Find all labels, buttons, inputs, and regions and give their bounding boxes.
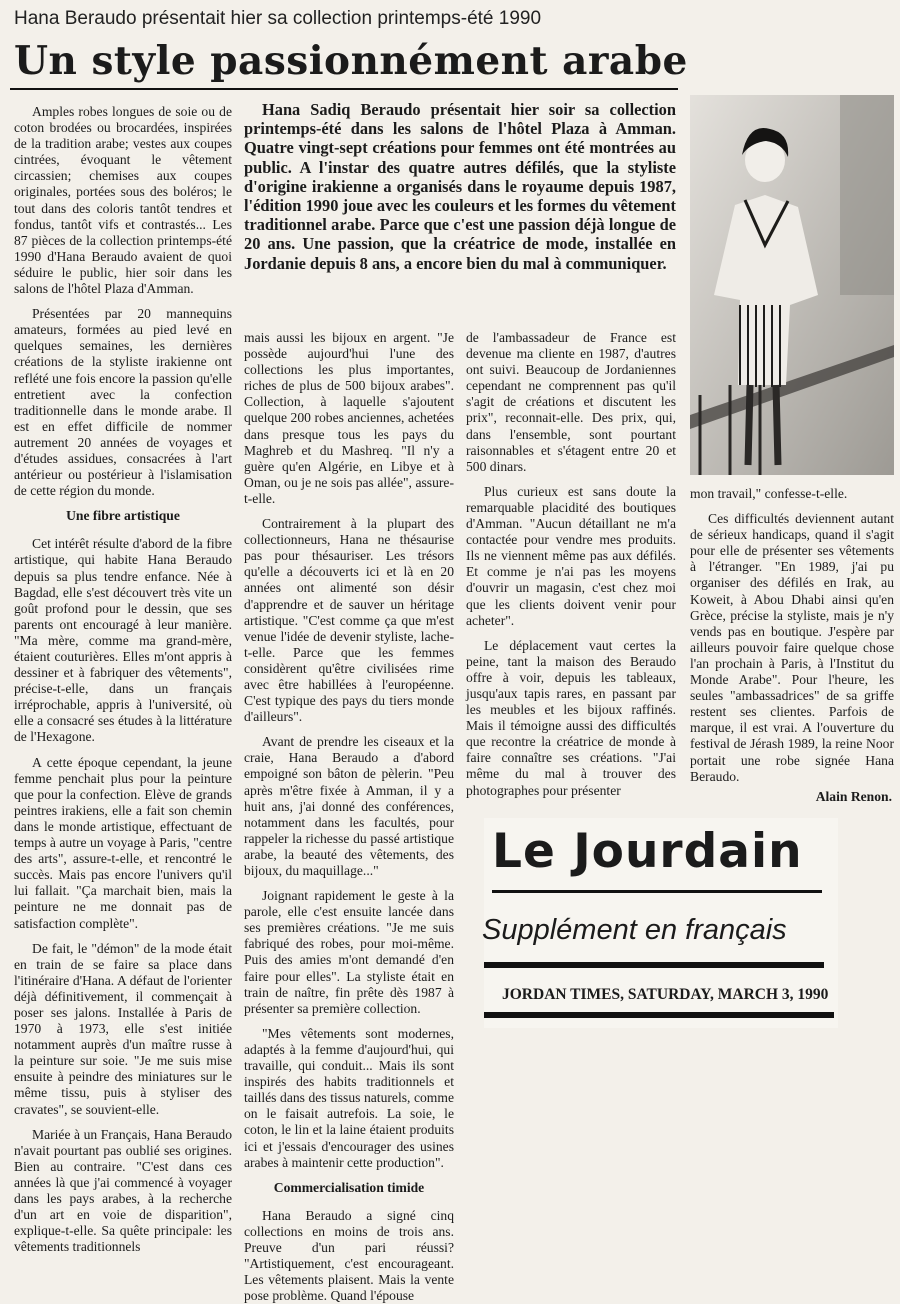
subhead: Une fibre artistique xyxy=(66,508,180,524)
fashion-photo xyxy=(690,95,894,475)
col2-paragraph: "Mes vêtements sont modernes, adaptés à la femme d'aujourd'hui, qui travaille, qui conduit... Mais ils sont inspirés des habits traditionnels et taillés dans des tissus naturels, comme on le faisait autrefois. La soie, le coton, le lin et la laine étaient produits ici et j'essais d'encourager des usines arabes à maintenir cette production". xyxy=(244,1025,454,1170)
masthead-subtitle: Supplément en français xyxy=(482,914,787,946)
subhead: Commercialisation timide xyxy=(273,1179,425,1195)
masthead-rule-bottom xyxy=(484,1012,834,1018)
column-1 xyxy=(14,104,232,1285)
col2-paragraph: Avant de prendre les ciseaux et la craie, Hana Beraudo a d'abord empoigné son bâton de pèlerin. "Peu après m'être fixée à Amman, il y a huit ans, j'ai donné des conférences, notamment dans les facultés, pour rappeler la richesse du passé artistique arabe, la beauté des vêtements, des bijoux, du maquillage..." xyxy=(244,734,454,878)
kicker: Hana Beraudo présentait hier sa collection printemps-été 1990 xyxy=(14,8,542,29)
col1-paragraph: Mariée à un Français, Hana Beraudo n'avait pourtant pas oublié ses origines. Bien au contraire. "C'est dans ces années là que j'ai commencé à voyager dans les pays arabes, à la recherche d'un art en voie de disparition", explique-t-elle. Sa quête principale: les vêtements traditionnels xyxy=(14,1126,232,1255)
lead-paragraph: Hana Sadiq Beraudo présentait hier soir sa collection printemps-été dans les salons de l'hôtel Plaza à Amman. Quatre vingt-sept créations pour femmes ont été montrées au public. A l'instar des quatre autres défilés, que la styliste d'origine irakienne a organisés dans le royaume depuis 1987, l'édition 1990 joue avec les couleurs et les formes du vêtement traditionnel arabe. Parce que c'est une passion déjà longue de 20 ans. Une passion, que la créatrice de mode, installée en Jordanie depuis 8 ans, a encore bien du mal à communiquer. xyxy=(244,100,676,273)
author-credit: Alain Renon. xyxy=(815,789,892,804)
col1-paragraph: Présentées par 20 mannequins amateurs, formées au pied levé en quelques semaines, les dernières créations de la styliste irakienne ont reflété une fois encore la passion qu'elle entretient avec la confection traditionnelle dans le monde arabe. Il est en effet difficile de nommer autrement 20 années de voyages et d'études assidues, consacrées à l'art antérieur ou postérieur à l'islamisation de cette région du monde. xyxy=(14,306,232,499)
col3-paragraph: Le déplacement vaut certes la peine, tant la maison des Beraudo offre à voir, depuis les tableaux, jusqu'aux tapis rares, en passant par les meubles et les bijoux raffinés. Mais il témoigne aussi des difficultés que recontre la créatrice de monde à faire connaître ses créations. "J'ai même du mal à trouver des photographes pour présenter xyxy=(466,637,676,798)
col2-paragraph: mais aussi les bijoux en argent. "Je possède aujourd'hui l'une des collections les plus importantes, riches de plus de 500 bijoux arabes". Collection, à laquelle s'ajoutent quelque 200 robes anciennes, achetées dans presque tous les pays du Maghreb et du Mashreq. "Il n'y a guère qu'en Algérie, en Libye et à Oman, ou je ne sois pas allée", assure-t-elle. xyxy=(244,330,454,506)
masthead-dateline: JORDAN TIMES, SATURDAY, MARCH 3, 1990 xyxy=(502,986,829,1003)
masthead-rule-top xyxy=(492,890,822,893)
masthead-rule-mid xyxy=(484,962,824,968)
col1-paragraph: Amples robes longues de soie ou de coton brodées ou brocardées, inspirées de la tradition arabe; vestes aux coupes cintrées, évoquant le vêtement circassien; chemises aux coupes originales, portées sous des boléros; le tout dans des coloris tantôt tendres et fondus, tantôt vifs et contrastés... Les 87 pièces de la collection printemps-été 1990 d'Hana Beraudo avaient de quoi séduire le public, hier soir dans les salons de l'hôtel Plaza d'Amman. xyxy=(14,104,232,297)
col3-paragraph: Plus curieux est sans doute la remarquable placidité des boutiques d'Amman. "Aucun détaillant ne m'a contactée pour vendre mes produits. Ils ne viennent même pas aux défilés. Et comme je n'ai pas les moyens d'ouvrir un magasin, c'est chez moi que les clients doivent venir pour acheter". xyxy=(466,483,676,628)
column-3 xyxy=(466,330,676,810)
col1-paragraph: Cet intérêt résulte d'abord de la fibre artistique, qui habite Hana Beraudo depuis sa plus tendre enfance. Née à Bagdad, elle s'est découvert très vite un goût profond pour le dessin, que ses parents ont encouragé à leur manière. "Ma mère, comme ma grand-mère, étaient couturières. Elles m'ont appris à dessiner et à fabriquer des vêtements", précise-t-elle, dans un français irréprochable, appris à l'université, où elle a consacré ses études à la littérature de l'Hexagone. xyxy=(14,536,232,745)
column-4 xyxy=(690,486,894,786)
col2-paragraph: Hana Beraudo a signé cinq collections en moins de trois ans. Preuve d'un pari réussi? "Artistiquement, c'est encourageant. Les vêtements plaisent. Mais la vente pose problème. Quand l'épouse xyxy=(244,1207,454,1304)
masthead-title: Le Jourdain xyxy=(492,824,803,879)
headline: Un style passionnément arabe xyxy=(14,38,688,84)
col4-paragraph: Ces difficultés deviennent autant de sérieux handicaps, quand il s'agit pour elle de présenter ses vêtements à l'étranger. "En 1989, j'ai pu organiser des défilés en Irak, au Koweit, à Abou Dhabi ainsi qu'en Grèce, précise la styliste, mais je n'y vends pas en boutique. J'espère par ailleurs pouvoir faire quelque chose l'an prochain à Paris, à l'Institut du Monde Arabe". Pour l'heure, les seules "ambassadrices" de sa griffe restent ses clientes. Parfois de marque, il est vrai. A l'ouverture du festival de Jérash 1989, la reine Noor portait une robe signée Hana Beraudo. xyxy=(690,511,894,784)
headline-rule xyxy=(10,88,678,90)
col3-paragraph: de l'ambassadeur de France est devenue ma cliente en 1987, d'autres ont suivi. Beaucoup de Jordaniennes cependant ne comprennent pas qu'il s'agit de créations et discutent les prix", reconnait-elle. Des prix, qui, dans l'ensemble, sont pourtant raisonnables et s'étagent entre 20 et 500 dinars. xyxy=(466,330,676,474)
col1-paragraph: De fait, le "démon" de la mode était en train de se faire sa place dans l'itinéraire d'Hana. A défaut de l'orienter déjà définitivement, il commençait à poser ses jalons. Installée à Paris de 1970 à 1973, elle s'est initiée notamment auprès d'un maître russe à la peinture sur soie. "Je me suis mise ensuite à peindre des miniatures sur le même tissu, puis à styliser des cravates", se souvient-elle. xyxy=(14,940,232,1117)
col1-paragraph: A cette époque cependant, la jeune femme penchait plus pour la peinture que pour la confection. Elève de grands peintres irakiens, elle a fait son chemin dans le monde artistique, effectuant de temps à autre un voyage à Paris, "centre des arts", assure-t-elle, et rencontré le succès. Mais pas encore l'univers qu'il lui fallait. "Ça marchait bien, mais la peinture ne me donnait pas de satisfaction complète". xyxy=(14,754,232,931)
photo-illustration xyxy=(690,95,894,475)
col2-paragraph: Contrairement à la plupart des collectionneurs, Hana ne thésaurise pas pour thésauriser. Les trésors qu'elle a découverts ici et là en 20 années ont alimenté son désir d'apprendre et de sauver un héritage artistique. "C'est comme ça que m'est venue l'idée de devenir styliste, lache-t-elle. Parce que les femmes considèrent qu'être civilisées rime avec être habillées à l'européenne. C'est typique des pays du tiers monde d'ailleurs". xyxy=(244,516,454,725)
column-2 xyxy=(244,330,454,1304)
col4-paragraph: mon travail," confesse-t-elle. xyxy=(690,486,848,501)
col2-paragraph: Joignant rapidement le geste à la parole, elle c'est ensuite lancée dans ses premières créations. "Je me suis fabriqué des robes, pour moi-même. Puis des amies m'ont demandé d'en faire pour elles". La styliste était en train de naître, fin prête dès 1987 à présenter sa première collection. xyxy=(244,888,454,1016)
